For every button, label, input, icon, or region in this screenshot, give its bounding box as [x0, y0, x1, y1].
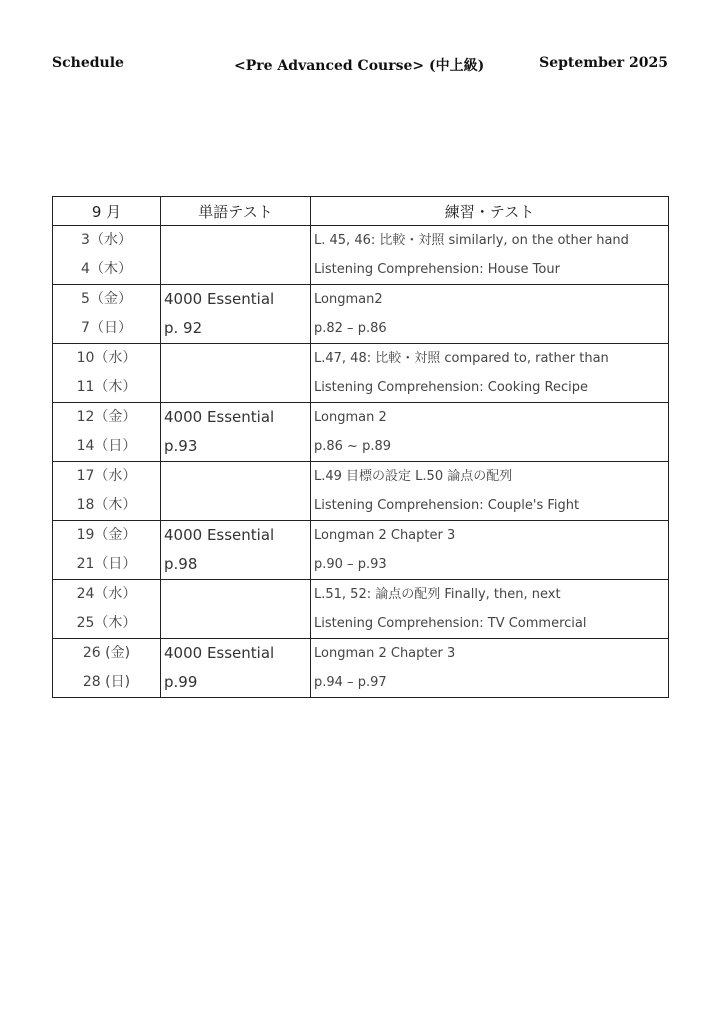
practice-cell-line: Longman2 — [314, 292, 383, 307]
date-cell-line: 12（金） — [76, 409, 137, 425]
schedule-table — [52, 196, 669, 698]
practice-cell — [311, 403, 669, 462]
practice-cell-line: Listening Comprehension: Cooking Recipe — [314, 380, 588, 395]
date-cell — [53, 226, 161, 285]
vocab-cell — [161, 580, 311, 639]
date-cell-line: 19（金） — [76, 527, 137, 543]
practice-cell-line: Listening Comprehension: TV Commercial — [314, 616, 587, 631]
page-header — [52, 55, 668, 75]
date-cell — [53, 344, 161, 403]
vocab-cell-line — [161, 462, 310, 491]
practice-cell-line: L.51, 52: 論点の配列 Finally, then, next — [314, 587, 561, 602]
vocab-cell-line: 4000 Essential — [164, 644, 275, 662]
practice-cell-line: Listening Comprehension: Couple's Fight — [314, 498, 580, 513]
vocab-cell-line: 4000 Essential — [164, 526, 275, 544]
practice-cell — [311, 580, 669, 639]
practice-cell — [311, 226, 669, 285]
practice-cell-line: Longman 2 Chapter 3 — [314, 646, 456, 661]
vocab-cell — [161, 226, 311, 285]
table-row — [53, 226, 669, 285]
vocab-cell-line: p.98 — [164, 555, 198, 573]
date-cell — [53, 521, 161, 580]
vocab-cell-line — [161, 255, 310, 284]
vocab-cell-line — [161, 344, 310, 373]
header-date: 9 月 — [53, 197, 161, 226]
date-cell — [53, 285, 161, 344]
vocab-cell — [161, 462, 311, 521]
date-cell-line: 18（木） — [76, 497, 137, 513]
header-course-name: <Pre Advanced Course> (中上級) — [234, 58, 485, 74]
date-cell-line: 14（日） — [76, 438, 137, 454]
vocab-cell-line: p. 92 — [164, 319, 203, 337]
table-row — [53, 403, 669, 462]
date-cell-line: 24（水） — [76, 586, 137, 602]
header-month: September 2025 — [539, 55, 668, 71]
header-title: Schedule — [52, 55, 124, 71]
practice-cell — [311, 639, 669, 698]
vocab-cell-line — [161, 580, 310, 609]
practice-cell — [311, 521, 669, 580]
practice-cell-line: p.82 – p.86 — [314, 321, 387, 336]
date-cell-line: 26 (金) — [82, 645, 131, 661]
vocab-cell-line — [161, 226, 310, 255]
vocab-cell-line — [161, 491, 310, 520]
date-cell-line: 21（日） — [76, 556, 137, 572]
date-cell — [53, 580, 161, 639]
practice-cell-line: L.47, 48: 比較・対照 compared to, rather than — [314, 351, 609, 366]
date-cell — [53, 462, 161, 521]
vocab-cell-line — [161, 373, 310, 402]
table-row — [53, 580, 669, 639]
date-cell-line: 11（木） — [76, 379, 137, 395]
practice-cell-line: Listening Comprehension: House Tour — [314, 262, 560, 277]
practice-cell-line: p.94 – p.97 — [314, 675, 387, 690]
date-cell-line: 10（水） — [76, 350, 137, 366]
date-cell-line: 4（木） — [81, 261, 132, 277]
table-row — [53, 344, 669, 403]
date-cell-line: 25（木） — [76, 615, 137, 631]
practice-cell-line: Longman 2 — [314, 410, 387, 425]
vocab-cell — [161, 285, 311, 344]
vocab-cell-line: 4000 Essential — [164, 290, 275, 308]
vocab-cell — [161, 344, 311, 403]
table-row — [53, 462, 669, 521]
table-header-row — [53, 197, 669, 226]
vocab-cell — [161, 403, 311, 462]
vocab-cell-line — [161, 609, 310, 638]
header-vocab-test: 単語テスト — [161, 197, 311, 226]
practice-cell-line: Longman 2 Chapter 3 — [314, 528, 456, 543]
practice-cell-line: p.86 ~ p.89 — [314, 439, 392, 454]
vocab-cell-line: p.99 — [164, 673, 198, 691]
date-cell-line: 3（水） — [81, 232, 132, 248]
vocab-cell — [161, 521, 311, 580]
vocab-cell-line: 4000 Essential — [164, 408, 275, 426]
vocab-cell — [161, 639, 311, 698]
practice-cell — [311, 462, 669, 521]
header-practice-test: 練習・テスト — [311, 197, 669, 226]
date-cell — [53, 639, 161, 698]
date-cell — [53, 403, 161, 462]
practice-cell — [311, 344, 669, 403]
date-cell-line: 7（日） — [81, 320, 132, 336]
date-cell-line: 28 (日) — [82, 674, 131, 690]
table-row — [53, 639, 669, 698]
table-row — [53, 285, 669, 344]
practice-cell-line: L. 45, 46: 比較・対照 similarly, on the other hand — [314, 233, 629, 248]
table-row — [53, 521, 669, 580]
practice-cell-line: L.49 目標の設定 L.50 論点の配列 — [314, 469, 513, 484]
vocab-cell-line: p.93 — [164, 437, 198, 455]
date-cell-line: 5（金） — [81, 291, 132, 307]
practice-cell-line: p.90 – p.93 — [314, 557, 387, 572]
practice-cell — [311, 285, 669, 344]
date-cell-line: 17（水） — [76, 468, 137, 484]
